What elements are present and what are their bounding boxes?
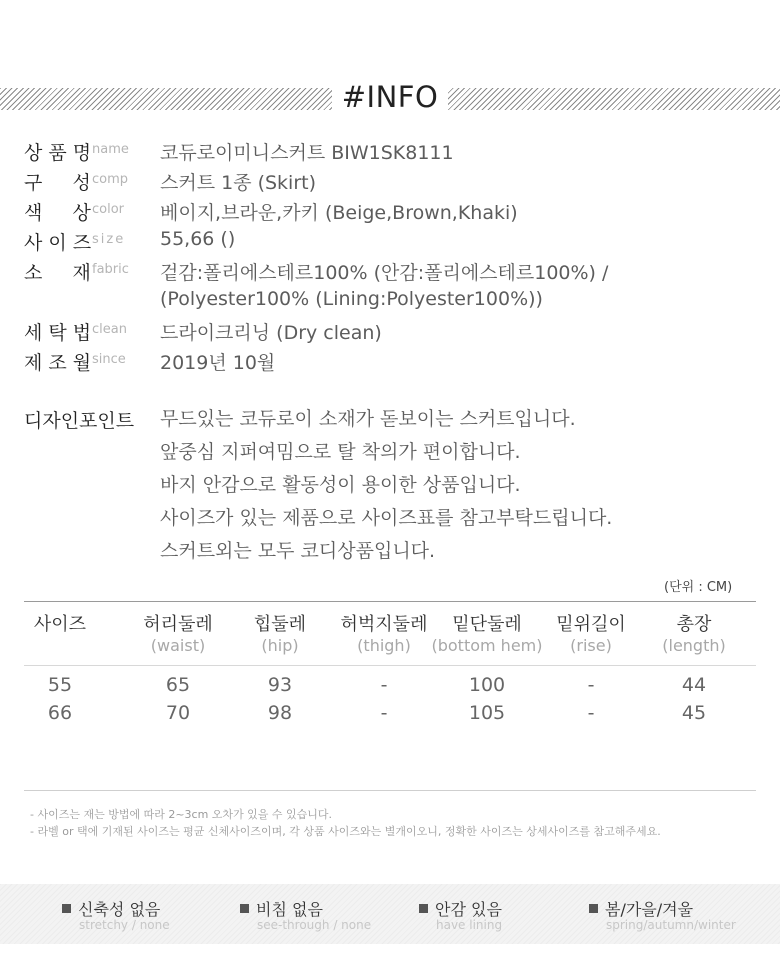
table-cell: 66 <box>47 702 73 724</box>
square-bullet-icon <box>240 904 249 913</box>
header-col-length <box>650 610 738 655</box>
square-bullet-icon <box>419 904 428 913</box>
fabric-value: 겉감:폴리에스테르100% (안감:폴리에스테르100%) / <box>160 262 609 284</box>
color-sublabel: color <box>92 202 125 217</box>
table-row <box>0 702 780 726</box>
feature-kr: 비침 없음 <box>256 900 323 919</box>
fabric-label: 소 재 <box>24 262 91 284</box>
header-kr: 총장 <box>676 614 712 635</box>
table-cell: 45 <box>681 702 707 724</box>
date-value: 2019년 10월 <box>160 352 276 374</box>
header-col-hem <box>428 610 546 655</box>
info-title-wrap <box>0 80 780 114</box>
color-label: 색 상 <box>24 202 91 224</box>
note-line: - 사이즈는 재는 방법에 따라 2~3cm 오차가 있을 수 있습니다. <box>30 808 333 821</box>
feature-en: see-through / none <box>257 918 372 932</box>
wash-value: 드라이크리닝 (Dry clean) <box>160 322 382 344</box>
wash-label: 세 탁 법 <box>24 322 92 344</box>
table-cell: 100 <box>468 674 506 696</box>
feature-kr: 안감 있음 <box>435 900 502 919</box>
header-kr: 밑위길이 <box>556 614 626 635</box>
feature-seethrough <box>240 897 371 932</box>
header-en: (thigh) <box>357 636 411 655</box>
wash-sublabel: clean <box>92 322 127 337</box>
date-sublabel: since <box>92 352 126 367</box>
header-en: (rise) <box>570 636 612 655</box>
table-cell: 98 <box>267 702 293 724</box>
table-cell: - <box>380 674 388 696</box>
feature-kr: 봄/가을/겨울 <box>605 900 694 919</box>
design-line: 사이즈가 있는 제품으로 사이즈표를 참고부탁드립니다. <box>160 507 613 529</box>
table-cell: 93 <box>267 674 293 696</box>
design-point-lines <box>160 406 612 571</box>
fabric-value-2: (Polyester100% (Lining:Polyester100%)) <box>160 288 543 310</box>
composition-label: 구 성 <box>24 172 91 194</box>
composition-value: 스커트 1종 (Skirt) <box>160 172 317 194</box>
square-bullet-icon <box>589 904 598 913</box>
table-cell: 55 <box>47 674 73 696</box>
feature-kr: 신축성 없음 <box>78 900 161 919</box>
design-line: 무드있는 코듀로이 소재가 돋보이는 스커트입니다. <box>160 408 576 430</box>
table-header <box>0 610 780 660</box>
table-cell: - <box>380 702 388 724</box>
color-value: 베이지,브라운,카키 (Beige,Brown,Khaki) <box>160 202 518 224</box>
feature-en: stretchy / none <box>79 918 170 932</box>
header-col-rise <box>546 610 636 655</box>
header-col-waist <box>124 610 232 655</box>
feature-season <box>589 897 736 932</box>
header-kr: 허리둘레 <box>143 614 213 635</box>
size-value: 55,66 () <box>160 228 236 250</box>
table-top-line <box>24 601 756 602</box>
product-sublabel: name <box>92 142 129 157</box>
composition-sublabel: comp <box>92 172 129 187</box>
square-bullet-icon <box>62 904 71 913</box>
header-kr: 밑단둘레 <box>452 614 522 635</box>
header-kr: 힙둘레 <box>253 614 307 635</box>
feature-lining <box>419 897 502 932</box>
table-header-line <box>24 665 756 666</box>
design-point-label: 디자인포인트 <box>24 410 135 432</box>
header-kr: 허벅지둘레 <box>340 614 428 635</box>
header-en: (hip) <box>261 636 299 655</box>
note-line: - 라벨 or 택에 기재된 사이즈는 평균 신체사이즈이며, 각 상품 사이즈와는 별개이오니, 정확한 사이즈는 상세사이즈를 참고해주세요. <box>30 825 661 838</box>
design-line: 앞중심 지퍼여밈으로 탈 착의가 편이합니다. <box>160 441 521 463</box>
table-cell: - <box>587 702 595 724</box>
header-col-hip <box>240 610 320 655</box>
size-sublabel: size <box>92 232 126 247</box>
unit-label: (단위 : CM) <box>664 580 733 595</box>
design-line: 스커트외는 모두 코디상품입니다. <box>160 540 436 562</box>
size-label: 사 이 즈 <box>24 232 92 254</box>
table-cell: 65 <box>165 674 191 696</box>
table-cell: 105 <box>468 702 506 724</box>
header-en: (length) <box>662 636 726 655</box>
header-col-thigh <box>328 610 440 655</box>
header-kr: 사이즈 <box>33 614 87 635</box>
product-value: 코듀로이미니스커트 BIW1SK8111 <box>160 142 454 164</box>
table-bottom-line <box>24 790 756 791</box>
feature-stretch <box>62 897 170 932</box>
info-title: #INFO <box>332 80 449 114</box>
date-label: 제 조 월 <box>24 352 92 374</box>
product-label: 상 품 명 <box>24 142 92 164</box>
header-en: (waist) <box>150 636 206 655</box>
design-line: 바지 안감으로 활동성이 용이한 상품입니다. <box>160 474 521 496</box>
table-cell: 44 <box>681 674 707 696</box>
header-col-size <box>24 610 96 636</box>
feature-en: have lining <box>436 918 503 932</box>
table-cell: 70 <box>165 702 191 724</box>
size-notes <box>30 806 661 840</box>
table-row <box>0 674 780 698</box>
fabric-sublabel: fabric <box>92 262 129 277</box>
feature-en: spring/autumn/winter <box>606 918 736 932</box>
table-cell: - <box>587 674 595 696</box>
header-en: (bottom hem) <box>431 636 543 655</box>
